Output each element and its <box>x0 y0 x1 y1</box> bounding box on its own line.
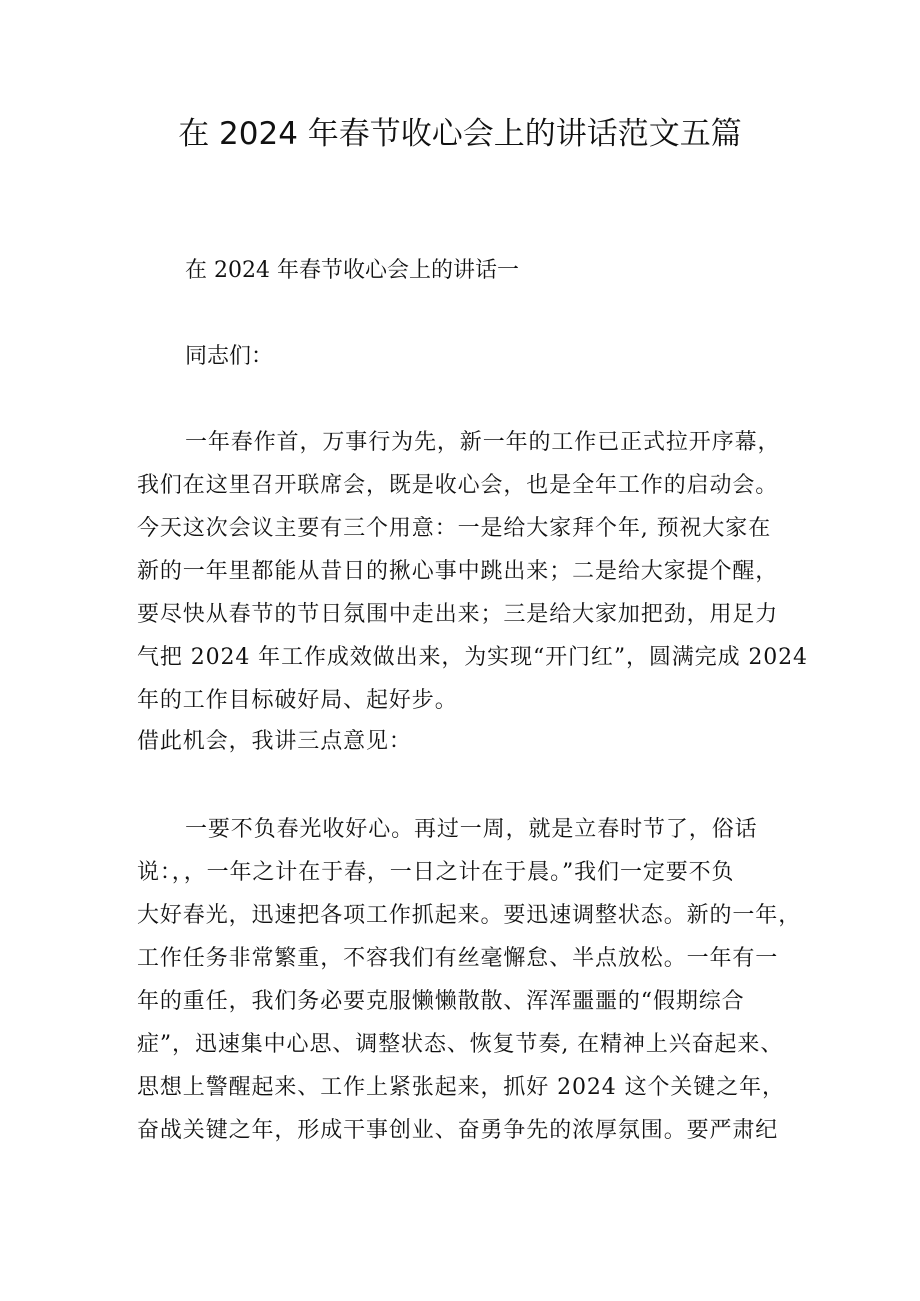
paragraph-line: 奋战关键之年，形成干事创业、奋勇争先的浓厚氛围。要严肃纪 <box>137 1118 779 1143</box>
paragraph-line: 一要不负春光收好心。再过一周，就是立春时节了，俗话 <box>185 817 758 842</box>
paragraph-line: 工作任务非常繁重，不容我们有丝毫懈怠、半点放松。一年有一 <box>137 946 779 971</box>
paragraph-line: 说：，，一年之计在于春，一日之计在于晨。”我们一定要不负 <box>137 860 735 885</box>
document-title: 在 2024 年春节收心会上的讲话范文五篇 <box>178 116 742 152</box>
paragraph-line: 症”，迅速集中心思、调整状态、恢复节奏, 在精神上兴奋起来、 <box>137 1032 784 1057</box>
paragraph-line: 年的工作目标破好局、起好步。 <box>137 688 458 713</box>
paragraph-line: 我们在这里召开联席会，既是收心会，也是全年工作的启动会。 <box>137 473 779 498</box>
paragraph-line: 新的一年里都能从昔日的揪心事中跳出来；二是给大家提个醒， <box>137 559 779 584</box>
intro-line: 借此机会，我讲三点意见： <box>137 729 412 754</box>
paragraph-line: 一年春作首，万事行为先，新一年的工作已正式拉开序幕， <box>185 430 781 455</box>
paragraph-line: 年的重任，我们务必要克服懒懒散散、浑浑噩噩的“假期综合 <box>137 989 745 1014</box>
paragraph-line: 大好春光，迅速把各项工作抓起来。要迅速调整状态。新的一年， <box>137 903 802 928</box>
paragraph-line: 今天这次会议主要有三个用意：一是给大家拜个年, 预祝大家在 <box>137 516 772 541</box>
section-heading: 在 2024 年春节收心会上的讲话一 <box>185 258 519 283</box>
paragraph-line: 气把 2024 年工作成效做出来，为实现“开门红”，圆满完成 2024 <box>137 645 808 670</box>
salutation: 同志们： <box>185 344 274 369</box>
paragraph-line: 思想上警醒起来、工作上紧张起来，抓好 2024 这个关键之年， <box>137 1075 785 1100</box>
paragraph-line: 要尽快从春节的节日氛围中走出来；三是给大家加把劲，用足力 <box>137 602 779 627</box>
